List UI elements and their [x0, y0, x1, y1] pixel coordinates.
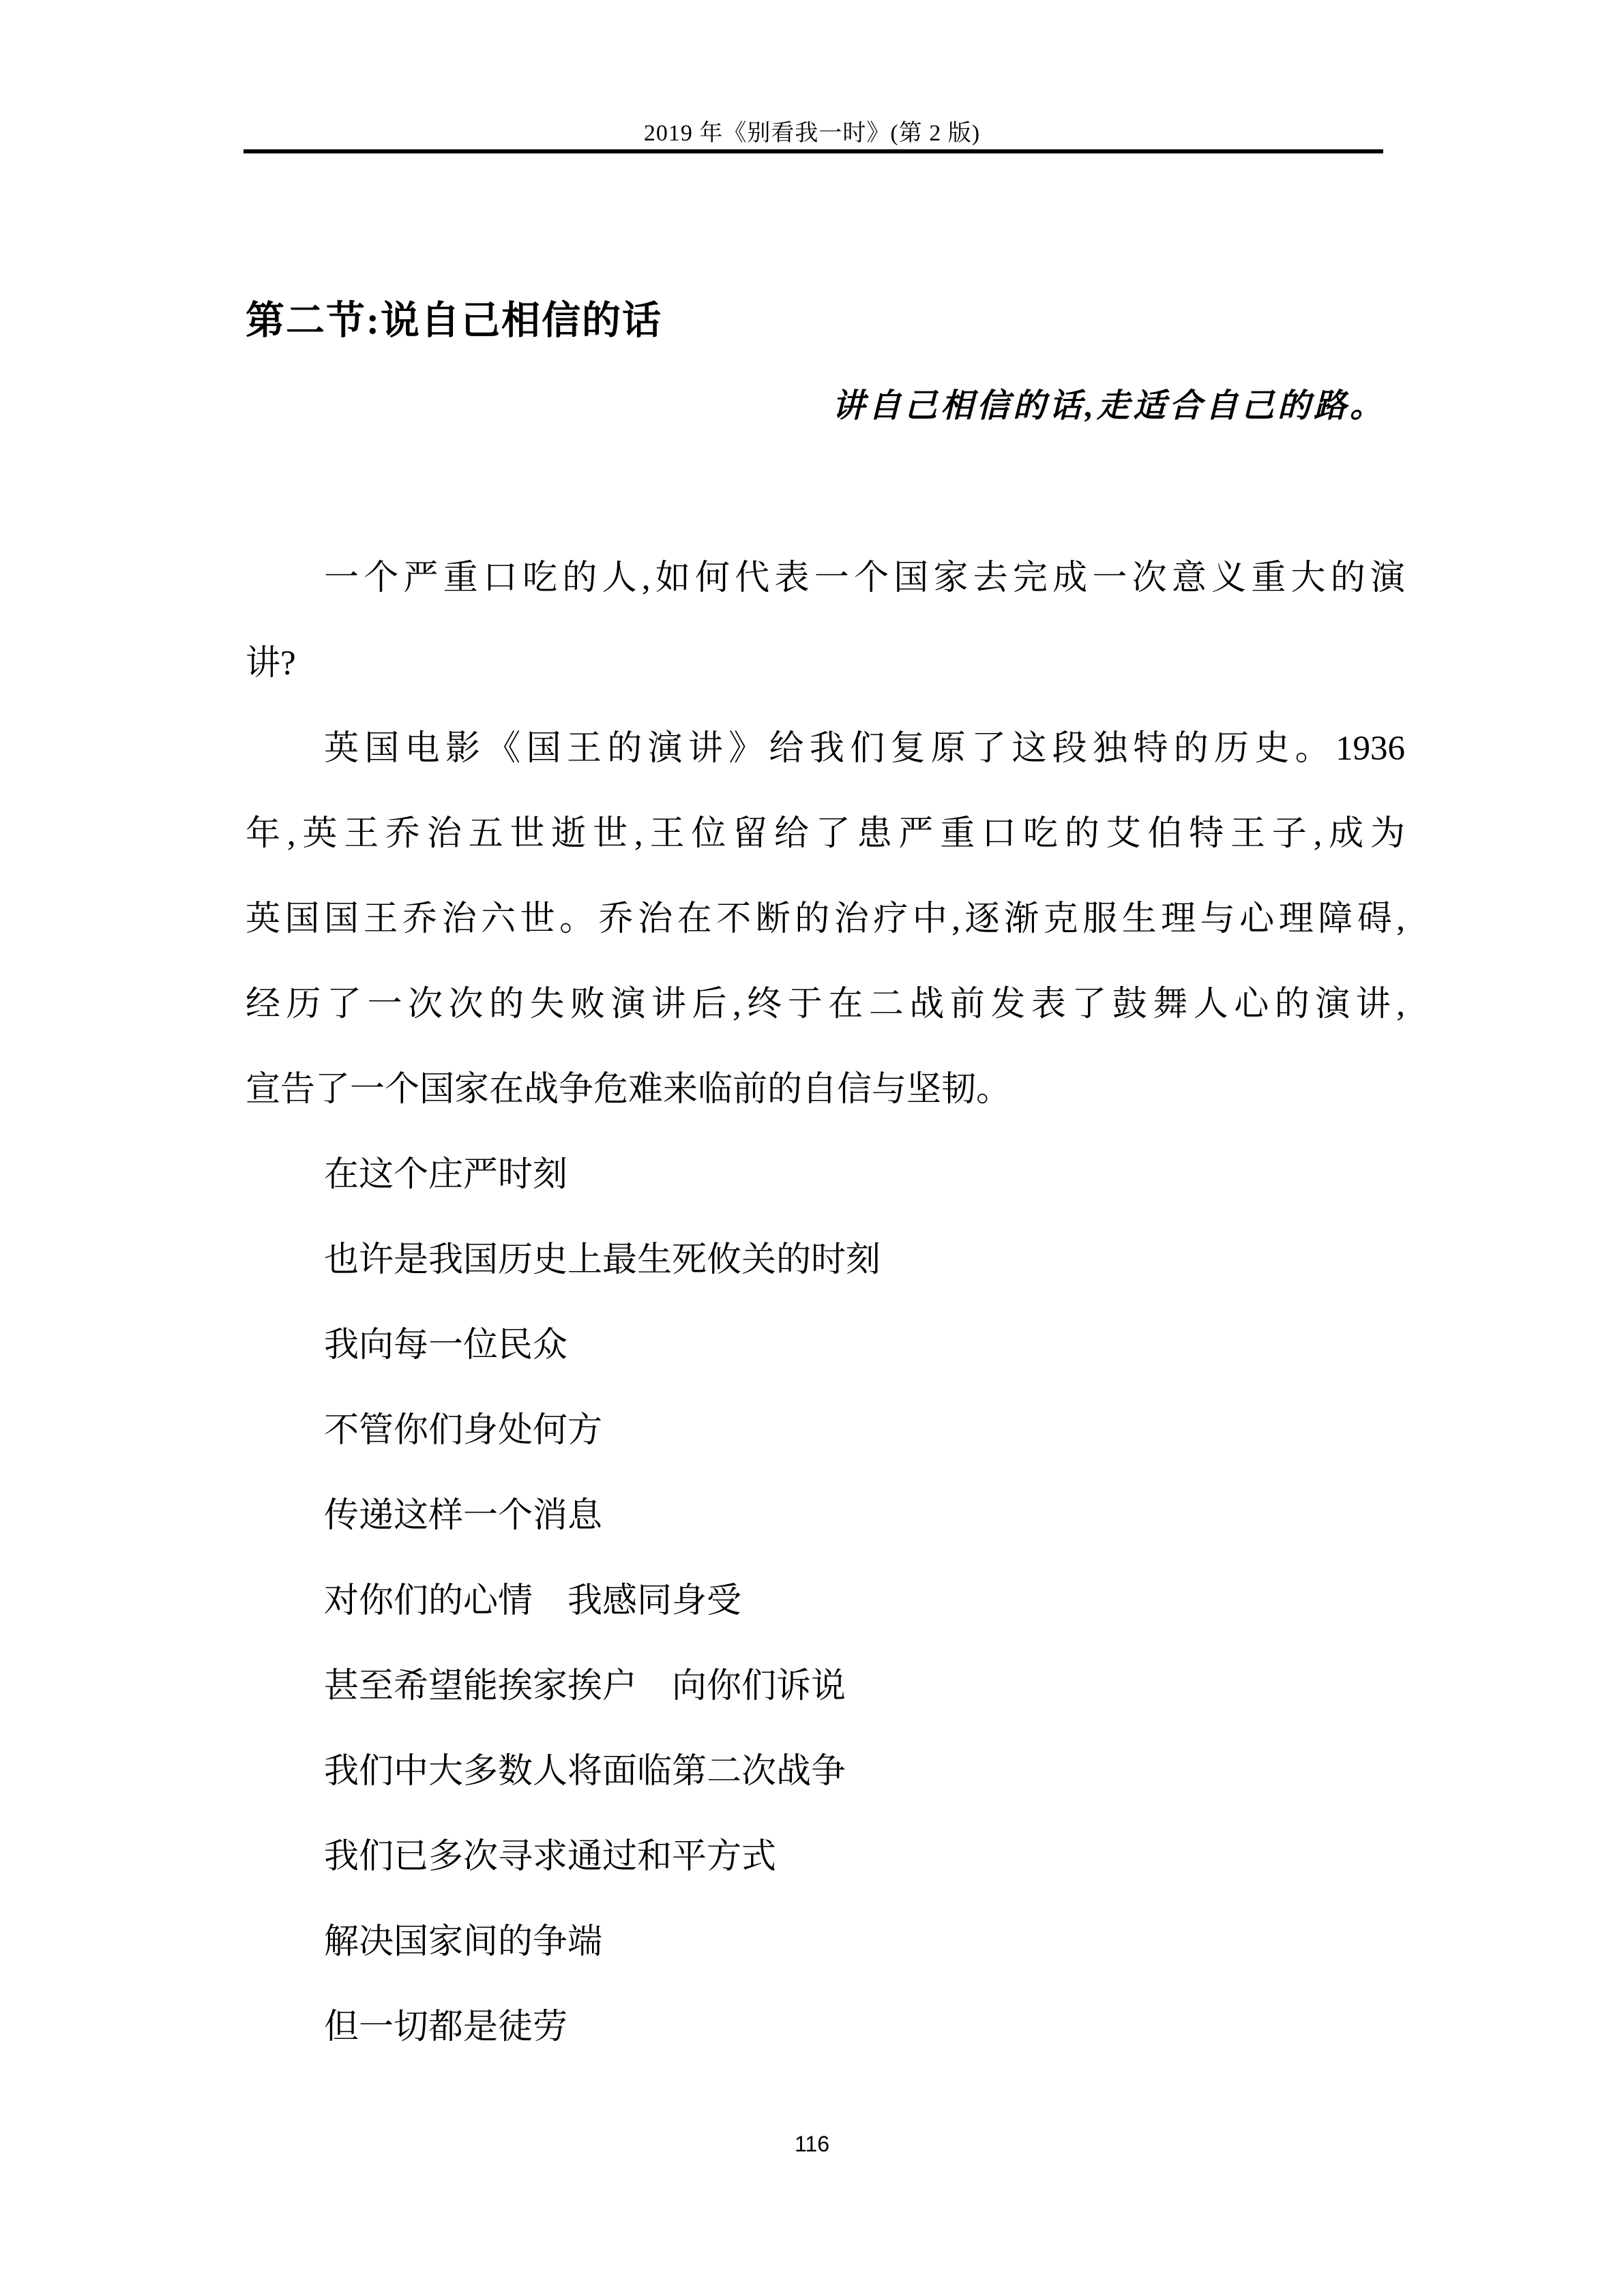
- page-number: 116: [794, 2132, 829, 2156]
- body-line: 但一切都是徒劳: [324, 2008, 568, 2046]
- body-text: [246, 536, 1405, 2070]
- body-line: 对你们的心情 我感同身受: [324, 1582, 742, 1620]
- body-line: 年,英王乔治五世逝世,王位留给了患严重口吃的艾伯特王子,成为: [246, 815, 1405, 853]
- body-line: 传递这样一个消息: [324, 1497, 603, 1535]
- body-line: 英国国王乔治六世。乔治在不断的治疗中,逐渐克服生理与心理障碍,: [246, 900, 1405, 938]
- body-line: 英国电影《国王的演讲》给我们复原了这段独特的历史。1936: [324, 730, 1405, 768]
- body-line: 讲?: [246, 644, 296, 683]
- body-line: 也许是我国历史上最生死攸关的时刻: [324, 1241, 881, 1279]
- body-line: 我们已多次寻求通过和平方式: [324, 1838, 777, 1876]
- body-line: 宣告了一个国家在战争危难来临前的自信与坚韧。: [246, 1071, 1012, 1109]
- epigraph-quote: 讲自己相信的话,走适合自己的路。: [831, 388, 1386, 424]
- body-line: 经历了一次次的失败演讲后,终于在二战前发表了鼓舞人心的演讲,: [246, 985, 1405, 1024]
- running-header: 2019 年《别看我一时》(第 2 版): [643, 121, 981, 146]
- body-line: 我向每一位民众: [324, 1326, 568, 1365]
- body-line: 甚至希望能挨家挨户 向你们诉说: [324, 1667, 846, 1705]
- header-rule: [243, 149, 1383, 153]
- body-line: 不管你们身处何方: [324, 1412, 603, 1450]
- body-line: 我们中大多数人将面临第二次战争: [324, 1753, 846, 1791]
- body-line: 一个严重口吃的人,如何代表一个国家去完成一次意义重大的演: [324, 559, 1405, 597]
- body-line: 在这个庄严时刻: [324, 1156, 568, 1194]
- section-title: 第二节:说自己相信的话: [246, 299, 662, 342]
- body-line: 解决国家间的争端: [324, 1923, 603, 1961]
